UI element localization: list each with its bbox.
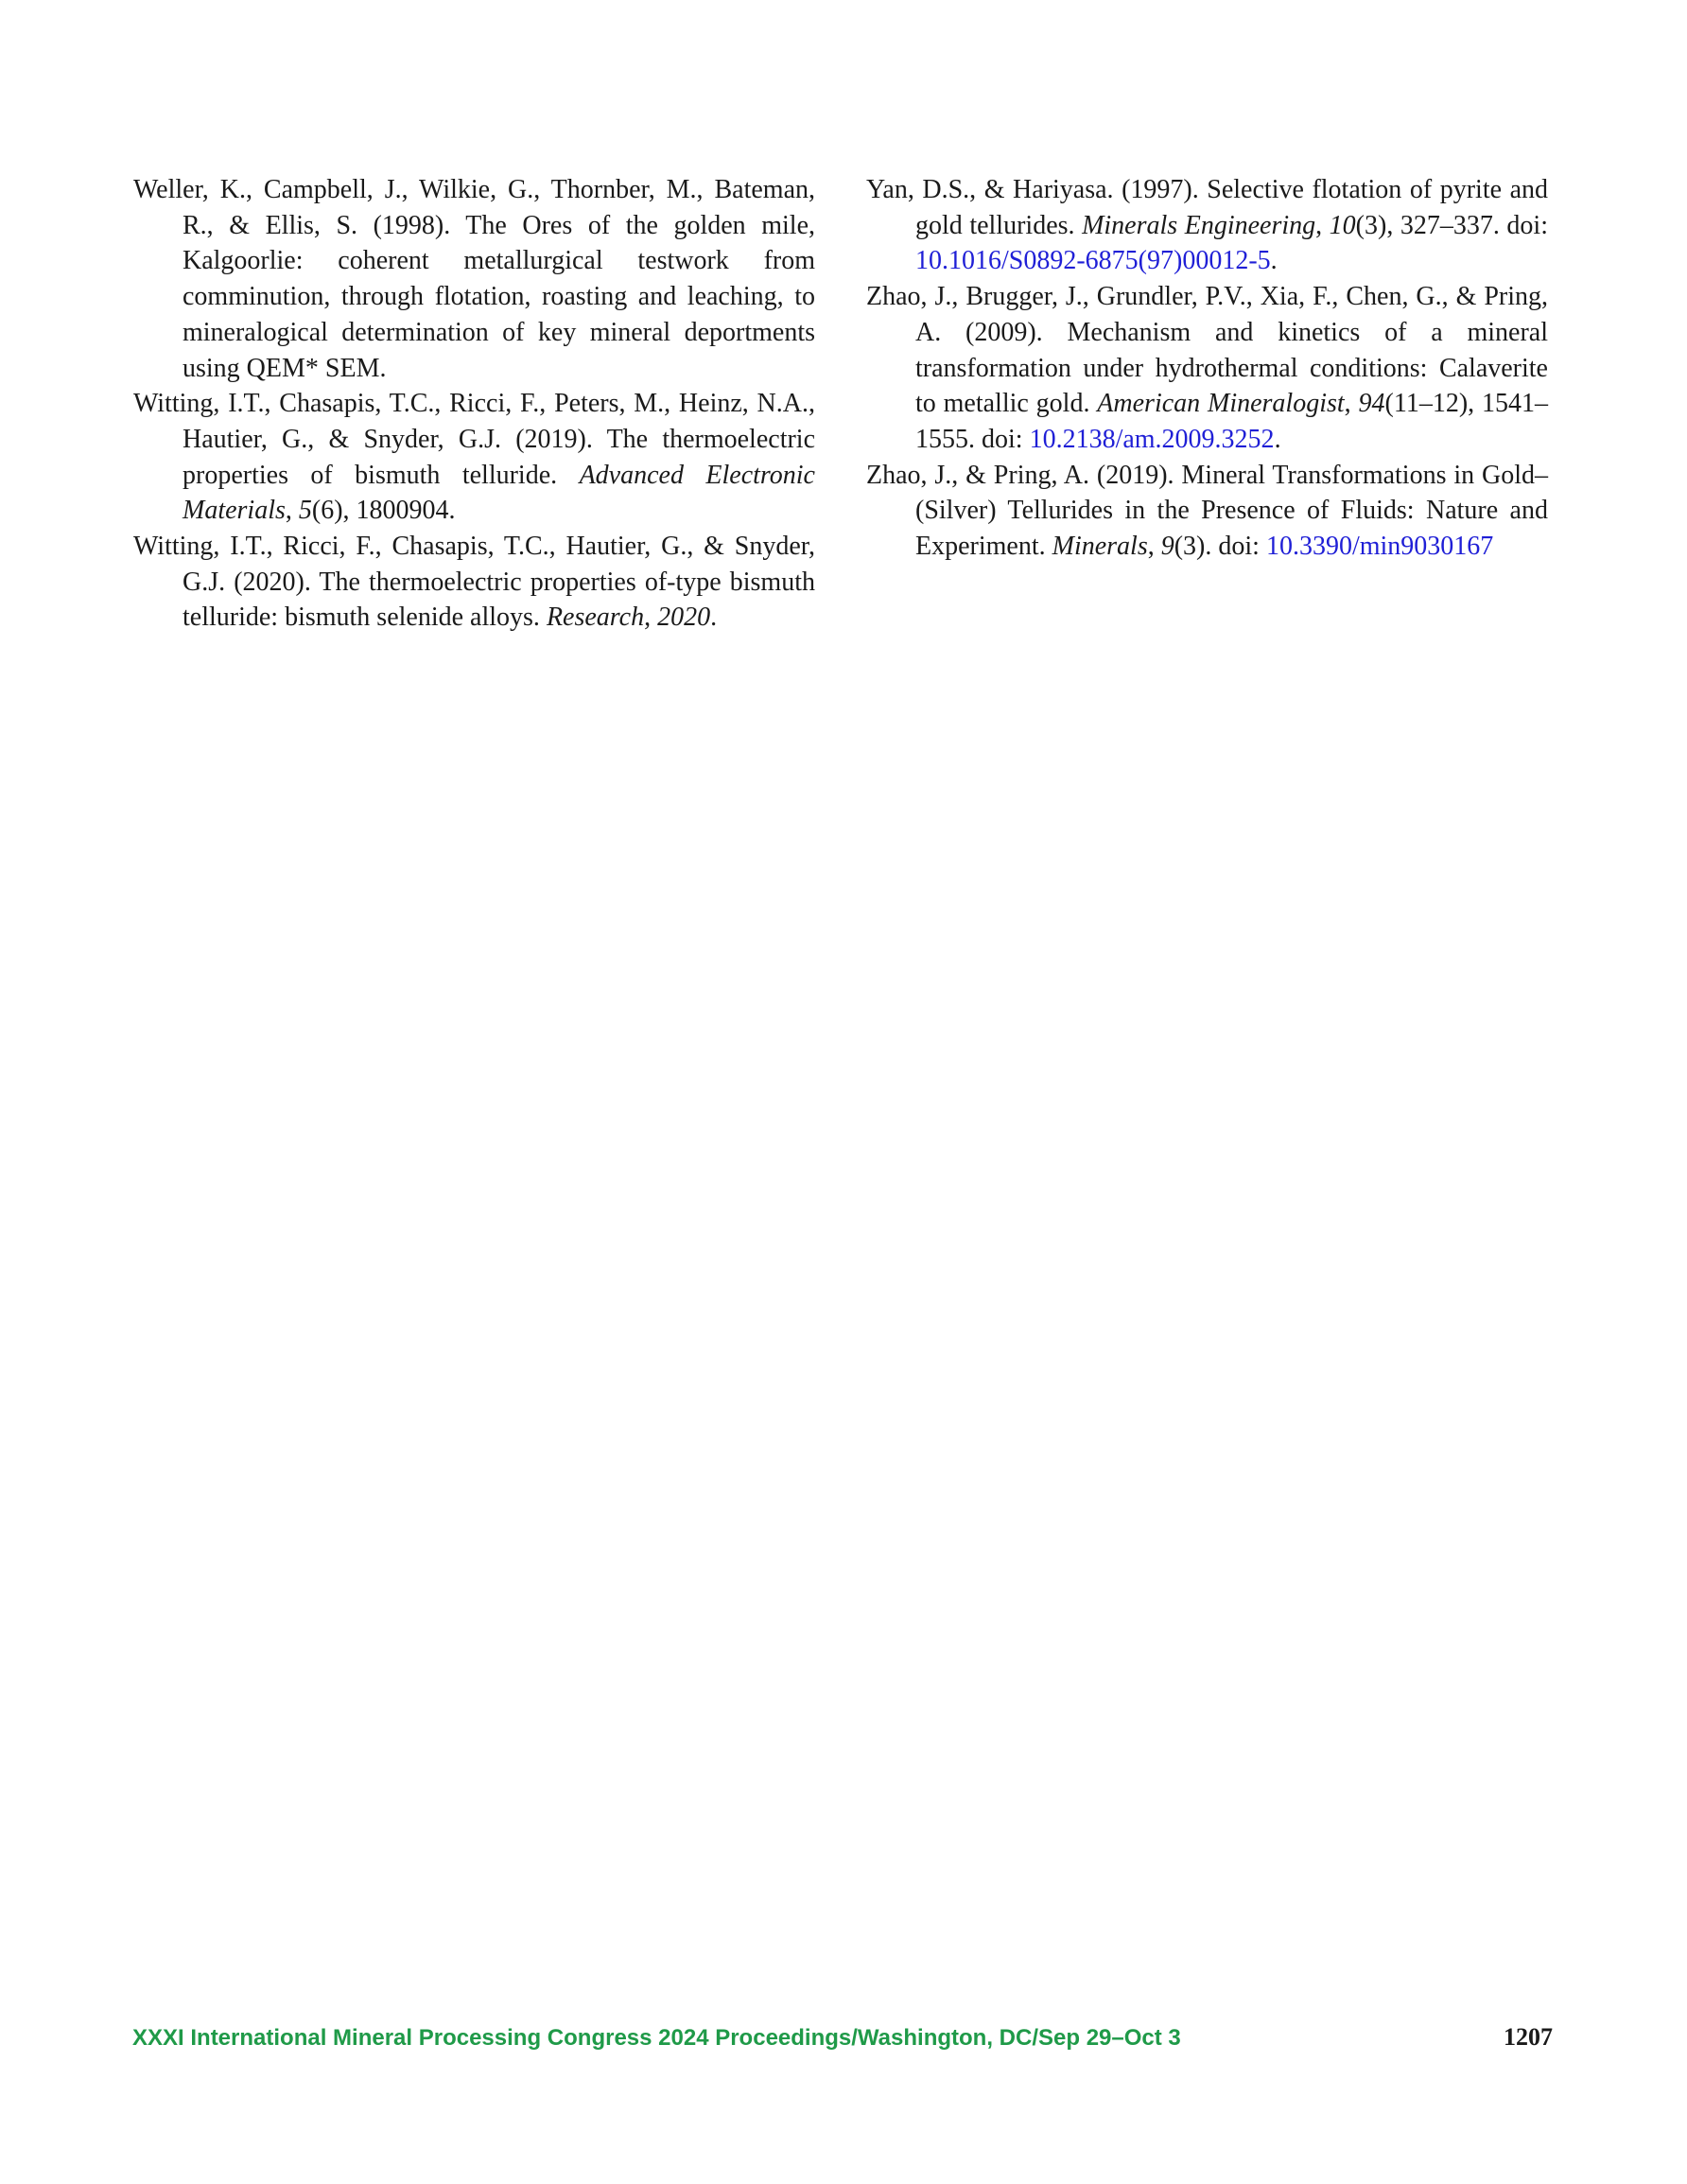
reference-italic-text: 9 — [1160, 532, 1174, 562]
reference-text: Zhao, J., & Pring, A. (2019). Mineral Transformations in Gold–(Silver) Tellurides in the Presence of Fluids: Nature and Experiment. — [866, 460, 1548, 562]
reference-entry — [866, 279, 1548, 458]
reference-entry — [133, 386, 815, 529]
reference-text: , — [1315, 210, 1330, 240]
reference-italic-text: American Mineralogist — [1097, 389, 1345, 419]
reference-italic-text: Advanced Electronic Materials — [183, 460, 815, 526]
reference-text: (3). doi: — [1174, 532, 1266, 562]
reference-italic-text: 5 — [298, 496, 312, 526]
reference-text: Witting, I.T., Ricci, F., Chasapis, T.C., Hautier, G., & Snyder, G.J. (2020). The thermoelectric properties of-type bismuth telluride: bismuth selenide alloys. — [133, 532, 815, 633]
reference-text: Weller, K., Campbell, J., Wilkie, G., Thornber, M., Bateman, R., & Ellis, S. (1998). The Ores of the golden mile, Kalgoorlie: coherent metallurgical testwork from comminution, through flotation, roasting and leaching, to mineralogical determination of key mineral deportments using QEM* SEM. — [133, 175, 815, 383]
page-number: 1207 — [1504, 2023, 1553, 2051]
reference-italic-text: Research — [546, 603, 645, 633]
reference-text: (3), 327–337. doi: — [1355, 210, 1548, 240]
reference-italic-text: Minerals — [1052, 532, 1148, 562]
references-right-column — [866, 172, 1548, 565]
reference-text: Witting, I.T., Chasapis, T.C., Ricci, F., Peters, M., Heinz, N.A., Hautier, G., & Snyder, G.J. (2019). The thermoelectric properties of bismuth telluride. — [133, 389, 815, 490]
footer-proceedings-title: XXXI International Mineral Processing Congress 2024 Proceedings/Washington, DC/Sep 29–Oct 3 — [132, 2025, 1181, 2051]
reference-text: (6), 1800904. — [311, 496, 456, 526]
reference-entry — [133, 529, 815, 636]
reference-text: (11–12), 1541–1555. doi: — [915, 389, 1548, 454]
reference-text: , — [285, 496, 299, 526]
reference-italic-text: Minerals Engineering — [1082, 210, 1316, 240]
reference-text: , — [1147, 532, 1161, 562]
doi-link[interactable]: 10.3390/min9030167 — [1265, 532, 1494, 562]
reference-italic-text: 2020 — [657, 603, 711, 633]
reference-text: Zhao, J., Brugger, J., Grundler, P.V., Xia, F., Chen, G., & Pring, A. (2009). Mechanism and kinetics of a mineral transformation under hydrothermal conditions: Calaverite to metallic gold. — [866, 282, 1548, 419]
reference-text: . — [710, 603, 718, 633]
doi-link[interactable]: 10.2138/am.2009.3252 — [1029, 424, 1275, 454]
reference-italic-text: 94 — [1358, 389, 1385, 419]
reference-text: , — [1344, 389, 1359, 419]
reference-entry — [866, 458, 1548, 565]
doi-link[interactable]: 10.1016/S0892-6875(97)00012-5 — [915, 246, 1271, 276]
reference-text: . — [1270, 246, 1278, 276]
reference-entry — [133, 172, 815, 386]
references-left-column — [133, 172, 815, 636]
reference-text: . — [1274, 424, 1281, 454]
reference-italic-text: 10 — [1329, 210, 1356, 240]
reference-entry — [866, 172, 1548, 279]
reference-text: , — [644, 603, 658, 633]
reference-text: Yan, D.S., & Hariyasa. (1997). Selective flotation of pyrite and gold tellurides. — [866, 175, 1548, 240]
